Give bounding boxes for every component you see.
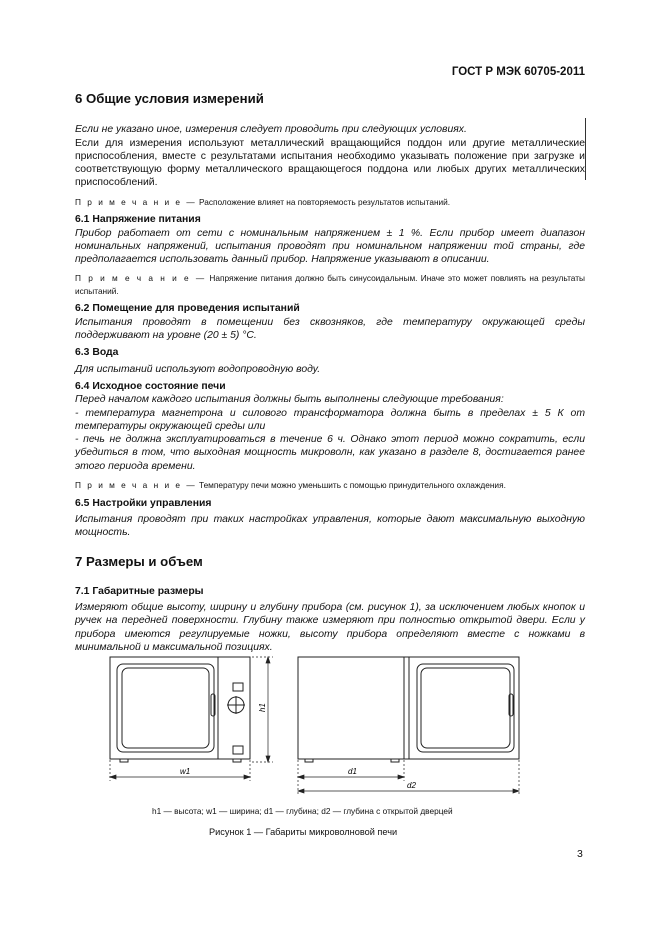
section-6-1-p: Прибор работает от сети с номинальным напряжением ± 1 %. Если прибор имеет диапазон номинальных напряжений, испытания проводят при номинальном напряжении той страны, где предполагается использовать данный прибор. Напряжение указывают в описании. <box>75 227 585 266</box>
page-number: 3 <box>577 848 583 860</box>
oven-side-body <box>298 657 404 759</box>
note-label: П р и м е ч а н и е — <box>75 196 197 207</box>
open-door-edge <box>404 657 409 759</box>
section-6-p1: Если не указано иное, измерения следует проводить при следующих условиях. <box>75 124 467 136</box>
label-d1: d1 <box>348 767 357 776</box>
section-6-4-item2: - печь не должна эксплуатироваться в течение 6 ч. Однако этот период можно сократить, если убедиться в том, что выходная мощность микроволн, как указано в разделе 8, достигается ранее этого периода времени. <box>75 434 585 472</box>
section-6-2-p: Испытания проводят в помещении без сквозняков, где температуру окружающей среды поддерживают на уровне (20 ± 5) °С. <box>75 316 585 342</box>
section-7-title: 7 Размеры и объем <box>75 554 203 570</box>
oven-front-view <box>110 657 250 762</box>
section-6-note <box>75 196 585 209</box>
label-h1: h1 <box>258 703 267 712</box>
note-text: Напряжение питания должно быть синусоидальным. Иначе это может повлиять на результаты испытаний. <box>75 273 585 296</box>
section-6-title: 6 Общие условия измерений <box>75 91 264 106</box>
oven-front-window <box>122 668 209 748</box>
oven-side-view <box>298 657 519 762</box>
note-label: П р и м е ч а н и е — <box>75 480 197 491</box>
dimension-d2 <box>298 760 519 796</box>
open-door-frame <box>417 664 514 752</box>
section-6-4-p: Перед началом каждого испытания должны быть выполнены следующие требования: <box>75 394 504 406</box>
control-button-top <box>233 683 243 691</box>
note-text: Температуру печи можно уменьшить с помощью принудительного охлаждения. <box>196 480 506 491</box>
section-6-3-title: 6.3 Вода <box>75 347 119 359</box>
document-code: ГОСТ Р МЭК 60705-2011 <box>451 66 585 78</box>
section-6-2-title: 6.2 Помещение для проведения испытаний <box>75 303 300 315</box>
oven-front-door-frame <box>117 664 214 752</box>
change-bar <box>585 118 586 180</box>
foot-right <box>233 759 241 762</box>
label-w1: w1 <box>180 767 191 776</box>
dimension-d1 <box>298 760 404 796</box>
section-6-1-note <box>75 272 585 297</box>
section-6-4-item1: - температура магнетрона и силового трансформатора должна быть в пределах ± 5 К от температуры окружающей среды или <box>75 407 585 432</box>
section-7-1-title: 7.1 Габаритные размеры <box>75 585 204 597</box>
section-6-4-title: 6.4 Исходное состояние печи <box>75 380 226 392</box>
figure-legend: h1 — высота; w1 — ширина; d1 — глубина; d2 — глубина с открытой дверцей <box>152 806 453 816</box>
control-button-bottom <box>233 746 243 754</box>
open-door <box>409 657 519 759</box>
section-6-p2: Если для измерения используют металлический вращающийся поддон или другие металлические приспособления, вместе с результатами испытания необходимо указывать положение при загрузке и соответствующую форму металлического вращающегося поддона или любых других металлических приспособлений. <box>75 137 585 189</box>
section-6-4-note <box>75 479 585 492</box>
figure-caption: Рисунок 1 — Габариты микроволновой печи <box>209 827 398 837</box>
section-6-1-title: 6.1 Напряжение питания <box>75 214 201 226</box>
section-6-3-p: Для испытаний используют водопроводную воду. <box>75 363 321 375</box>
label-d2: d2 <box>407 781 416 790</box>
note-text: Расположение влияет на повторяемость результатов испытаний. <box>196 196 451 207</box>
section-6-5-p: Испытания проводят при таких настройках управления, которые дают максимальную выходную мощность. <box>75 513 585 539</box>
open-door-window <box>421 668 510 748</box>
note-label: П р и м е ч а н и е — <box>75 273 207 284</box>
figure-1-diagram <box>105 650 525 800</box>
page-content <box>75 92 585 654</box>
section-7-1-p: Измеряют общие высоту, ширину и глубину прибора (см. рисунок 1), за исключением любых кнопок и ручек на передней поверхности. Глубину также измеряют при полностью открытой двери. Если у прибора имеются регулируемые ножки, высоту прибора определяют вместе с ножками в минимальной и максимальной позициях. <box>75 602 585 653</box>
foot-left <box>120 759 128 762</box>
section-6-5-title: 6.5 Настройки управления <box>75 497 212 509</box>
